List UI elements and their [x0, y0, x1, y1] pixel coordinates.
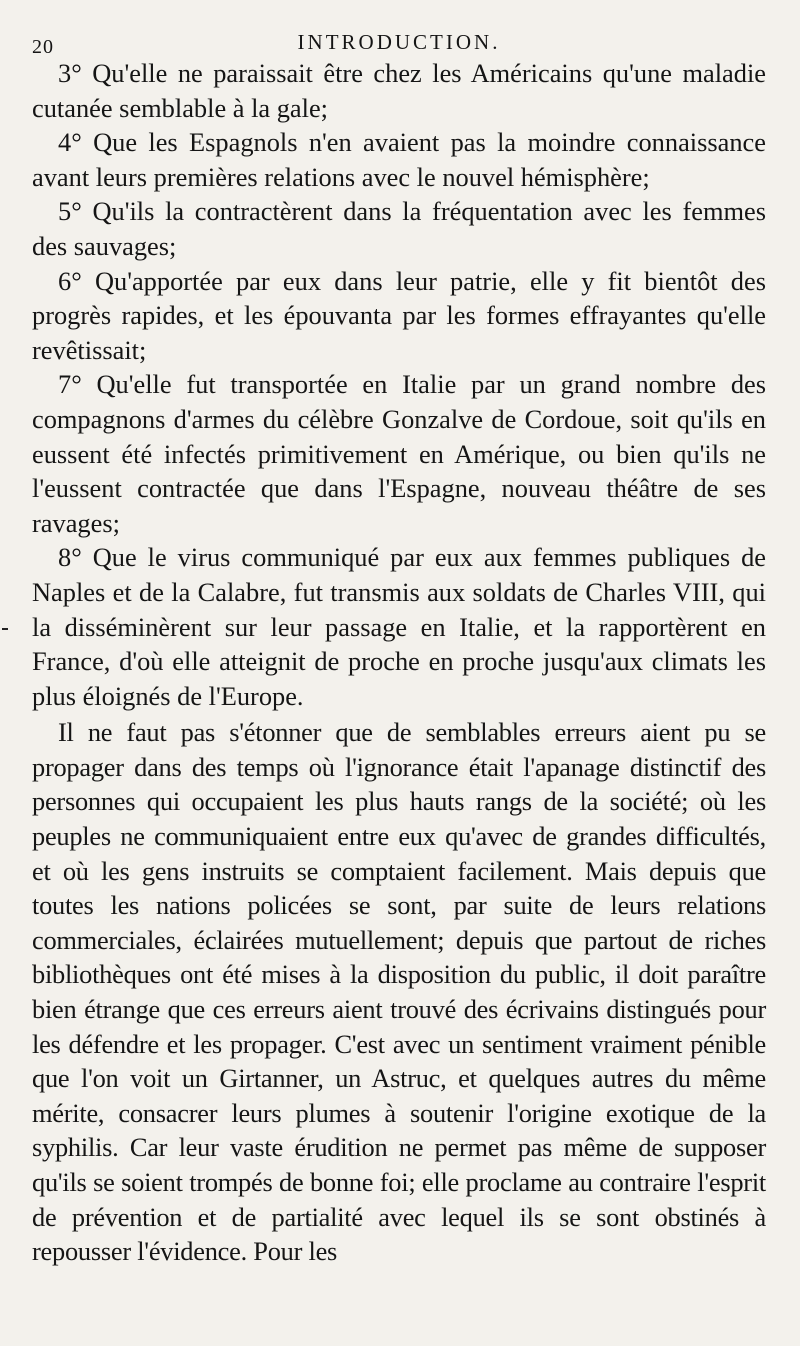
paragraph-item-6: 6° Qu'apportée par eux dans leur patrie, elle y fit bientôt des progrès rapides, et les épouvanta par les formes effrayantes qu'elle revêtissait; — [32, 265, 766, 365]
paragraph-item-5: 5° Qu'ils la contractèrent dans la fréquentation avec les femmes des sauvages; — [32, 196, 766, 261]
paragraph-item-8: 8° Que le virus communiqué par eux aux femmes publiques de Naples et de la Calabre, fut transmis aux soldats de Charles VIII, qui la disséminèrent sur leur passage en Italie, et la rapportèrent en France, d'où elle atteignit de proche en proche jusqu'aux climats les plus éloignés de l'Europe. — [32, 542, 766, 711]
running-head: INTRODUCTION. — [297, 30, 501, 54]
paragraph-item-7: 7° Qu'elle fut transportée en Italie par un grand nombre des compagnons d'armes du célèbre Gonzalve de Cordoue, soit qu'ils en eussent été infectés primitivement en Amérique, ou bien qu'ils ne l'eussent contractée que dans l'Espagne, nouveau théâtre de ses ravages; — [32, 369, 766, 538]
paragraph-item-4: 4° Que les Espagnols n'en avaient pas la moindre connaissance avant leurs premières relations avec le nouvel hémisphère; — [32, 127, 766, 192]
page-number: 20 — [32, 36, 54, 58]
body-text — [32, 56, 766, 1269]
paragraph-item-3: 3° Qu'elle ne paraissait être chez les Américains qu'une maladie cutanée semblable à la gale; — [32, 58, 766, 123]
page-header — [32, 22, 766, 56]
main-paragraph: Il ne faut pas s'étonner que de semblables erreurs aient pu se propager dans des temps où l'ignorance était l'apanage distinctif des personnes qui occupaient les plus hauts rangs de la société; où les peuples ne communiquaient entre eux qu'avec de grandes difficultés, et où les gens instruits se comptaient facilement. Mais depuis que toutes les nations policées se sont, par suite de leurs relations commerciales, éclairées mutuellement; depuis que partout de riches bibliothèques ont été mises à la disposition du public, il doit paraître bien étrange que ces erreurs aient trouvé des écrivains distingués pour les défendre et les propager. C'est avec un sentiment vraiment pénible que l'on voit un Girtanner, un Astruc, et quelques autres du même mérite, consacrer leurs plumes à soutenir l'origine exotique de la syphilis. Car leur vaste érudition ne permet pas même de supposer qu'ils se soient trompés de bonne foi; elle proclame au contraire l'esprit de prévention et de partialité avec lequel ils se sont obstinés à repousser l'évidence. Pour les — [32, 717, 766, 1267]
margin-mark — [2, 628, 8, 630]
